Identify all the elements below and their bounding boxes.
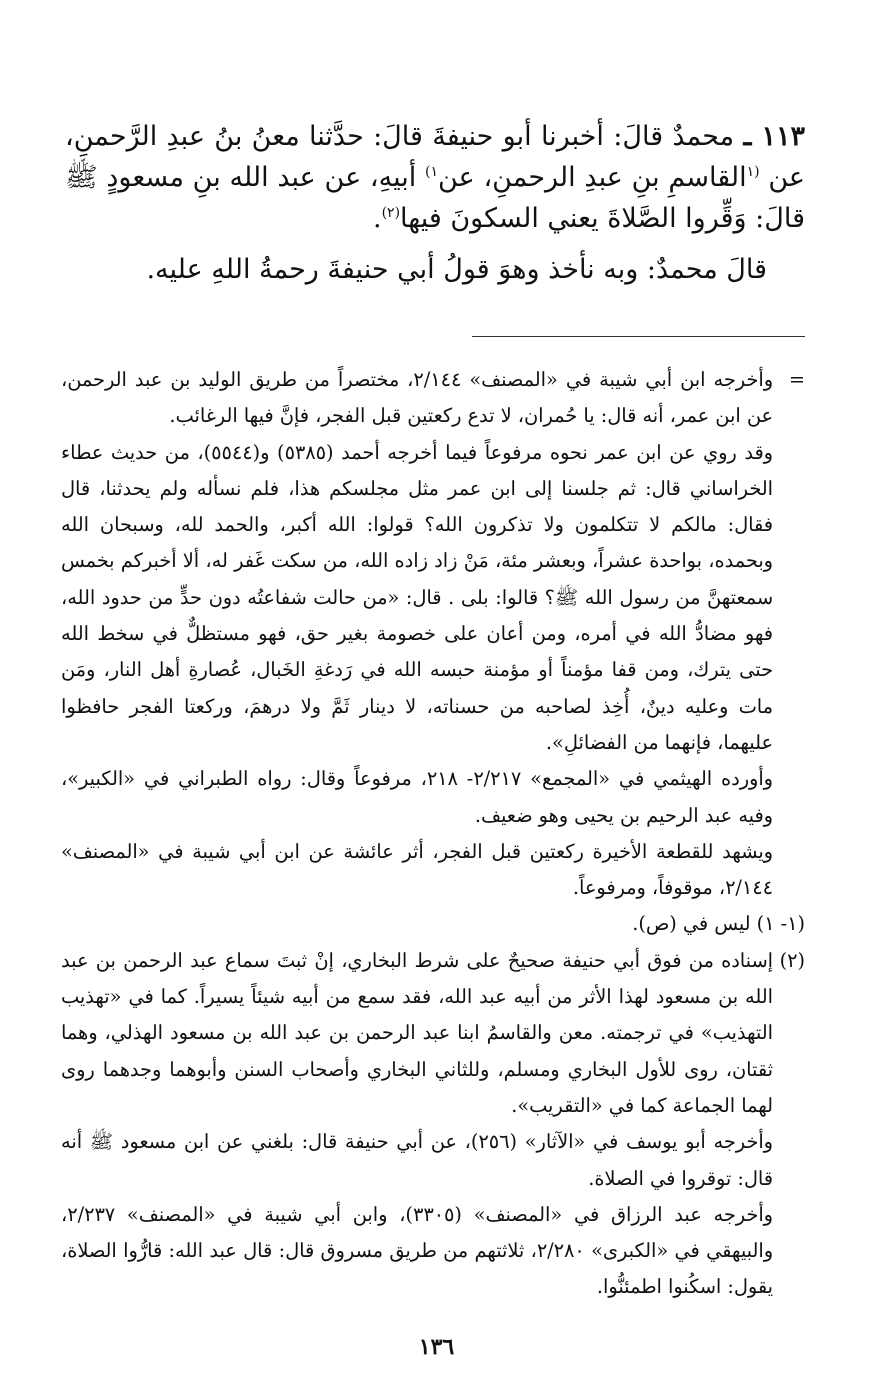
- footnote-2-text: إسناده من فوق أبي حنيفة صحيحٌ على شرط البخاري، إنْ ثبتَ سماع عبد الرحمن بن عبد الله بن مسعود لهذا الأثر من أبيه عبد الله، فقد سمع من أبيه شيئاً يسيراً. كما في «تهذيب التهذيب» في ترجمته. معن والقاسمُ ابنا عبد الرحمن بن عبد الله بن مسعود الهذلي، وهما ثقتان، روى للأول البخاري ومسلم، وللثاني البخاري وأصحاب السنن وأبوهما وجدهما روى لهما الجماعة كما في «التقريب».: [61, 948, 773, 1117]
- footnote-2-paragraph-2: وأخرجه أبو يوسف في «الآثار» (٢٥٦)، عن أبي حنيفة قال: بلغني عن ابن مسعود ﷺ أنه قال: توقروا في الصلاة.: [61, 1130, 773, 1190]
- footnote-ref-1-open: (١: [746, 164, 760, 180]
- hadith-text-b: القاسمِ بنِ عبدِ الرحمنِ، عن: [438, 162, 747, 193]
- continuation-paragraph-4: ويشهد للقطعة الأخيرة ركعتين قبل الفجر، أثر عائشة عن ابن أبي شيبة في «المصنف» ٢/١٤٤، موقوفاً، ومرفوعاً.: [61, 839, 773, 900]
- page-number: ١٣٦: [418, 1334, 455, 1360]
- continuation-mark: =: [788, 368, 805, 391]
- continuation-paragraph-2: وقد روي عن ابن عمر نحوه مرفوعاً فيما أخرجه أحمد (٥٣٨٥) و(٥٥٤٤)، من حديث عطاء الخراساني قال: ثم جلسنا إلى ابن عمر مثل مجلسكم هذا، فلم نسأله ولم يحدثنا، قال فقال: مالكم لا تتكلمون ولا تذكرون الله؟ قولوا: الله أكبر، والحمد لله، وسبحان الله وبحمده، بواحدة عشراً، وبعشر مئة، مَنْ زاد زاده الله، من سكت غَفر له، ألا أخبركم بخمس سمعتهنَّ من رسول الله ﷺ؟ قالوا: بلى . قال: «من حالت شفاعتُه دون حدٍّ من حدود الله، فهو مضادُّ الله في أمره، ومن أعان على خصومة بغير حق، فهو مستظلٌّ في سخط الله حتى يترك، ومن قفا مؤمناً أو مؤمنة حبسه الله في رَدغةِ الخَبال، عُصارةِ أهل النار، ومَن مات وعليه دينٌ، أُخِذ لصاحبه من حسناته، لا دينار ثَمَّ ولا درهمَ، وركعتا الفجر حافظوا عليهما، فإنهما من الفضائلِ».: [61, 440, 773, 754]
- footnote-1-text: ليس في (ص).: [632, 912, 751, 936]
- hadith-text-end: .: [372, 203, 382, 234]
- hadith-113: [65, 116, 805, 239]
- footnote-2-paragraph-3: وأخرجه عبد الرزاق في «المصنف» (٣٣٠٥)، وابن أبي شيبة في «المصنف» ٢/٢٣٧، والبيهقي في «الكبرى» ٢/٢٨٠، ثلاثتهم من طريق مسروق قال: قال عبد الله: قارُّوا الصلاة، يقول: اسكُنوا اطمئنُّوا.: [61, 1202, 774, 1299]
- footnote-ref-2: (٢): [381, 205, 401, 221]
- footnote-2-mark: (٢): [779, 948, 805, 972]
- footnote-1-mark: (١- ١): [756, 912, 805, 936]
- footnote-ref-1-close: ١): [425, 164, 439, 180]
- hadith-number: ١١٣ ـ: [743, 121, 805, 152]
- continuation-paragraph-3: وأورده الهيثمي في «المجمع» ٢/٢١٧- ٢١٨، مرفوعاً وقال: رواه الطبراني في «الكبير»، وفيه عبد الرحيم بن يحيى وهو ضعيف.: [61, 767, 773, 827]
- hadith-text-c: أبيهِ، عن عبد الله بنِ مسعودٍ ﷺ قالَ: وَقِّروا الصَّلاةَ يعني السكونَ فيها: [65, 162, 805, 234]
- footnote-continuation: [61, 362, 805, 435]
- author-note: قالَ محمدٌ: وبه نأخذ وهوَ قولُ أبي حنيفةَ رحمةُ اللهِ عليه.: [146, 254, 767, 285]
- footnote-divider: [472, 336, 805, 337]
- footnote-2: [61, 943, 805, 1124]
- continuation-paragraph-1: وأخرجه ابن أبي شيبة في «المصنف» ٢/١٤٤، مختصراً من طريق الوليد بن عبد الرحمن، عن ابن عمر، أنه قال: يا حُمران، لا تدع ركعتين قبل الفجر، فإنَّ فيها الرغائب.: [61, 368, 774, 428]
- hadith-text-a: محمدٌ قالَ: أخبرنا أبو حنيفةَ قالَ: حدَّثنا معنُ بنُ عبدِ الرَّحمنِ، عن: [65, 121, 806, 193]
- main-text: [65, 116, 805, 290]
- footnotes: [61, 362, 805, 1306]
- footnote-1: [61, 906, 805, 942]
